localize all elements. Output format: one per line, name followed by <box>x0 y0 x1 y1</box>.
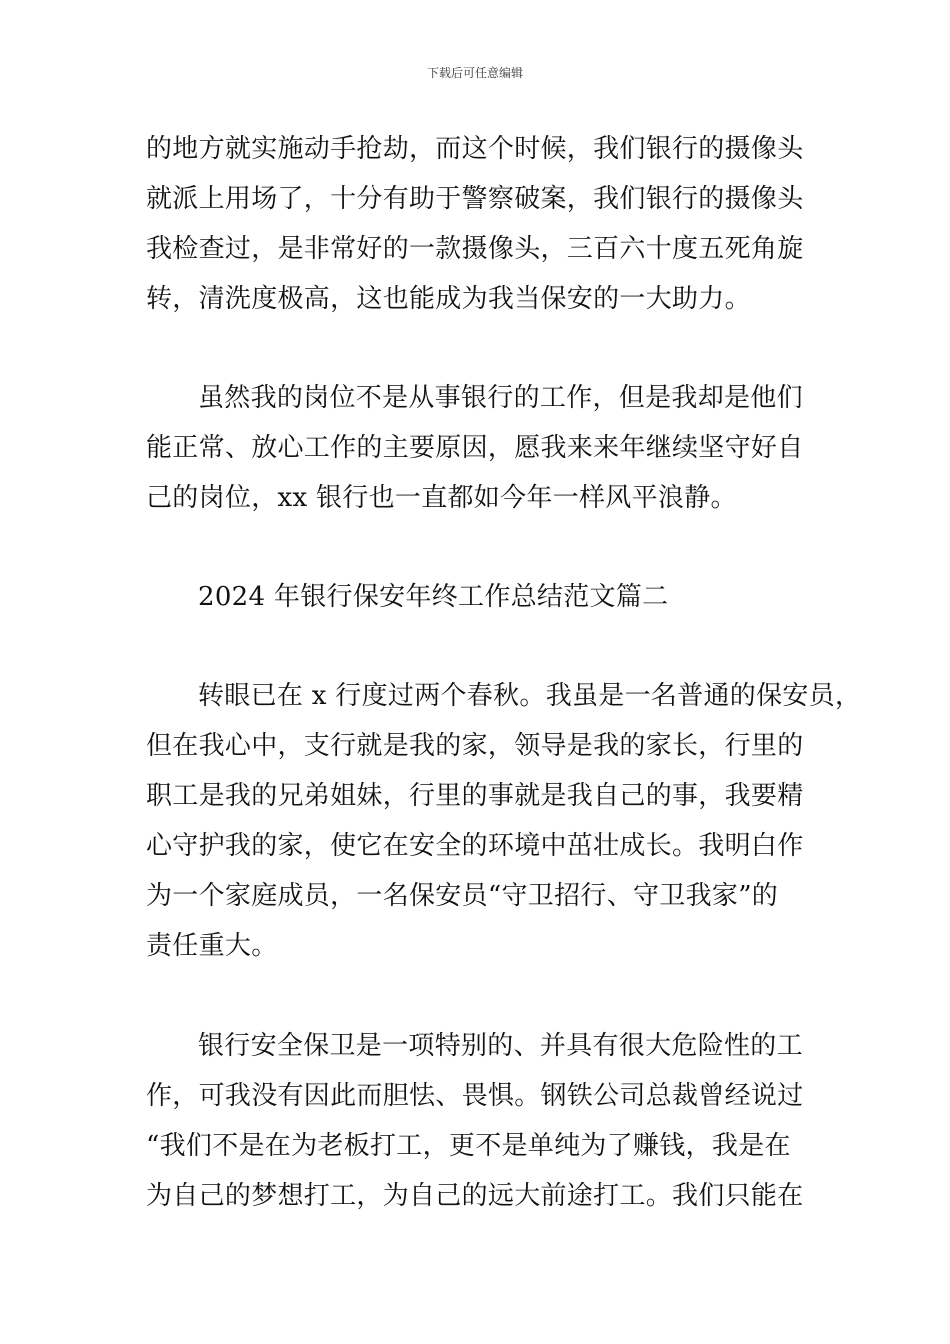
paragraph-line: 职工是我的兄弟姐妹，行里的事就是我自己的事，我要精 <box>146 781 804 811</box>
section-heading: 2024 年银行保安年终工作总结范文篇二 <box>198 582 669 612</box>
paragraph-line: 能正常、放心工作的主要原因，愿我来来年继续坚守好自 <box>146 433 804 463</box>
paragraph-line: 为一个家庭成员，一名保安员“守卫招行、守卫我家”的 <box>146 881 779 911</box>
paragraph-line: 虽然我的岗位不是从事银行的工作，但是我却是他们 <box>198 383 803 413</box>
paragraph-line: 责任重大。 <box>146 931 278 961</box>
paragraph-line: 转，清洗度极高，这也能成为我当保安的一大助力。 <box>146 284 751 314</box>
paragraph-line: 银行安全保卫是一项特别的、并具有很大危险性的工 <box>198 1031 803 1061</box>
paragraph-line: 但在我心中，支行就是我的家，领导是我的家长，行里的 <box>146 731 804 761</box>
paragraph-line: 转眼已在 x 行度过两个春秋。我虽是一名普通的保安员， <box>198 681 862 711</box>
page-header: 下载后可任意编辑 <box>426 66 523 80</box>
paragraph-line: 我检查过，是非常好的一款摄像头，三百六十度五死角旋 <box>146 234 804 264</box>
paragraph-line: 为自己的梦想打工，为自己的远大前途打工。我们只能在 <box>146 1181 804 1211</box>
paragraph-line: “我们不是在为老板打工，更不是单纯为了赚钱，我是在 <box>146 1131 791 1161</box>
paragraph-line: 的地方就实施动手抢劫，而这个时候，我们银行的摄像头 <box>146 134 804 164</box>
paragraph-line: 就派上用场了，十分有助于警察破案，我们银行的摄像头 <box>146 184 804 214</box>
paragraph-line: 心守护我的家，使它在安全的环境中茁壮成长。我明白作 <box>146 831 804 861</box>
paragraph-line: 作，可我没有因此而胆怯、畏惧。钢铁公司总裁曾经说过 <box>146 1081 804 1111</box>
paragraph-line: 己的岗位，xx 银行也一直都如今年一样风平浪静。 <box>146 483 737 513</box>
